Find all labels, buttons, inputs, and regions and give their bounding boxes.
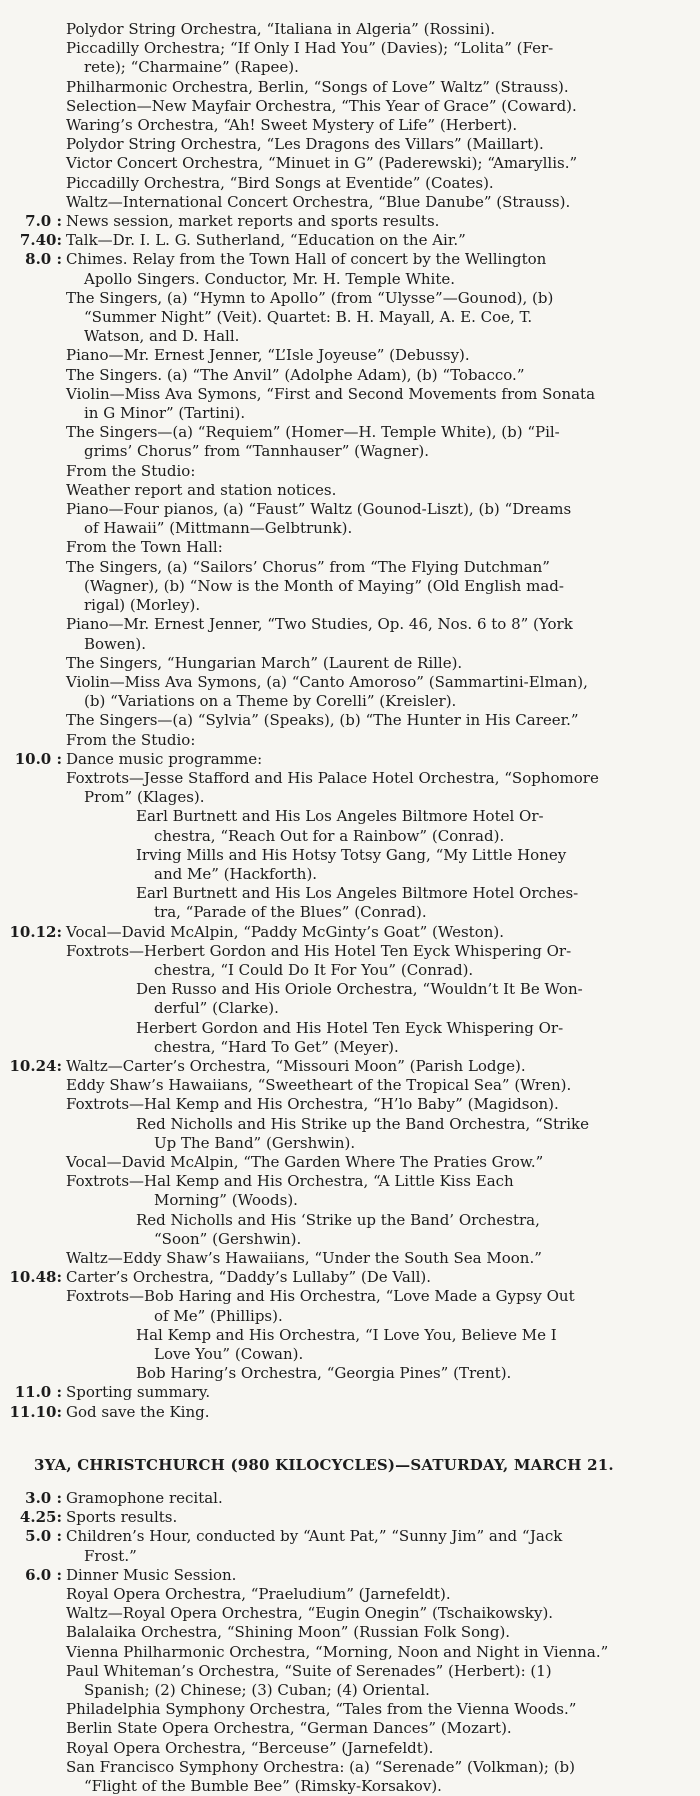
- programme-line: Waltz—Carter’s Orchestra, “Missouri Moon” (Parish Lodge).: [66, 1056, 526, 1075]
- programme-line: Foxtrots—Herbert Gordon and His Hotel Ten Eyck Whispering Or-: [66, 941, 572, 960]
- section1-entry: [0, 231, 682, 250]
- programme-line: Waltz—Royal Opera Orchestra, “Eugin Onegin” (Tschaikowsky).: [66, 1604, 554, 1623]
- programme-line: God save the King.: [66, 1402, 210, 1421]
- section2-entry: [0, 1527, 682, 1565]
- section2-entry: [0, 1508, 682, 1527]
- programme-time: 8.0 :: [25, 250, 62, 269]
- programme-line: Polydor String Orchestra, “Italiana in Algeria” (Rossini).: [66, 20, 496, 38]
- programme-line: The Singers—(a) “Sylvia” (Speaks), (b) “The Hunter in His Career.”: [66, 711, 579, 730]
- programme-items: [66, 1489, 682, 1508]
- programme-line: Polydor String Orchestra, “Les Dragons des Villars” (Maillart).: [66, 135, 544, 154]
- programme-line: Children’s Hour, conducted by “Aunt Pat,” “Sunny Jim” and “Jack: [66, 1527, 563, 1546]
- section1-entry: [0, 1057, 682, 1268]
- programme-time: 6.0 :: [25, 1565, 62, 1584]
- programme-line: Red Nicholls and His ‘Strike up the Band’ Orchestra,: [136, 1210, 540, 1229]
- programme-line: Bowen).: [84, 634, 147, 653]
- programme-line: From the Town Hall:: [66, 538, 223, 557]
- programme-items: [66, 231, 682, 250]
- programme-line: Paul Whiteman’s Orchestra, “Suite of Serenades” (Herbert): (1): [66, 1661, 552, 1680]
- programme-time: 10.0 :: [14, 749, 62, 768]
- programme-line: From the Studio:: [66, 461, 196, 480]
- programme-line: Dance music programme:: [66, 749, 263, 768]
- programme-line: The Singers, (a) “Sailors’ Chorus” from “The Flying Dutchman”: [66, 557, 550, 576]
- section1-entry: [0, 923, 682, 1057]
- section1-entry: [0, 250, 682, 749]
- programme-line: chestra, “Reach Out for a Rainbow” (Conrad).: [154, 826, 505, 845]
- programme-line: Gramophone recital.: [66, 1489, 223, 1508]
- programme-time: 11.0 :: [14, 1383, 62, 1402]
- section1-entry: [0, 20, 682, 212]
- section-3ya: [0, 1489, 682, 1796]
- programme-items: [66, 923, 682, 1057]
- programme-line: Bob Haring’s Orchestra, “Georgia Pines” (Trent).: [136, 1364, 512, 1383]
- programme-line: Foxtrots—Bob Haring and His Orchestra, “Love Made a Gypsy Out: [66, 1287, 575, 1306]
- programme-line: The Singers, “Hungarian March” (Laurent de Rille).: [66, 653, 463, 672]
- programme-line: grims’ Chorus” from “Tannhauser” (Wagner).: [84, 442, 429, 461]
- programme-line: Waltz—Eddy Shaw’s Hawaiians, “Under the South Sea Moon.”: [66, 1249, 542, 1267]
- programme-line: Carter’s Orchestra, “Daddy’s Lullaby” (De Vall).: [66, 1268, 432, 1287]
- programme-line: (Wagner), (b) “Now is the Month of Maying” (Old English mad-: [84, 576, 564, 595]
- programme-line: News session, market reports and sports results.: [66, 212, 440, 231]
- programme-line: Royal Opera Orchestra, “Praeludium” (Jarnefeldt).: [66, 1585, 451, 1604]
- programme-line: Eddy Shaw’s Hawaiians, “Sweetheart of the Tropical Sea” (Wren).: [66, 1076, 572, 1095]
- programme-line: Apollo Singers. Conductor, Mr. H. Temple White.: [84, 269, 455, 288]
- programme-line: Berlin State Opera Orchestra, “German Dances” (Mozart).: [66, 1719, 512, 1738]
- programme-line: Earl Burtnett and His Los Angeles Biltmore Hotel Or-: [136, 807, 544, 826]
- programme-line: Spanish; (2) Chinese; (3) Cuban; (4) Oriental.: [84, 1681, 430, 1700]
- programme-items: [66, 1566, 682, 1796]
- programme-line: Red Nicholls and His Strike up the Band Orchestra, “Strike: [136, 1114, 589, 1133]
- programme-line: of Hawaii” (Mittmann—Gelbtrunk).: [84, 519, 353, 538]
- programme-line: Morning” (Woods).: [154, 1191, 298, 1210]
- programme-time: 10.12:: [9, 922, 62, 941]
- section1-entry: [0, 1268, 682, 1383]
- programme-line: Philharmonic Orchestra, Berlin, “Songs of Love” Waltz” (Strauss).: [66, 77, 569, 96]
- programme-line: Victor Concert Orchestra, “Minuet in G” (Paderewski); “Amaryllis.”: [66, 154, 578, 173]
- programme-time: 5.0 :: [25, 1527, 62, 1546]
- programme-line: San Francisco Symphony Orchestra: (a) “Serenade” (Volkman); (b): [66, 1757, 575, 1776]
- programme-items: [66, 1508, 682, 1527]
- programme-line: tra, “Parade of the Blues” (Conrad).: [154, 903, 427, 922]
- programme-line: Talk—Dr. I. L. G. Sutherland, “Education on the Air.”: [66, 231, 466, 250]
- programme-line: Royal Opera Orchestra, “Berceuse” (Jarnefeldt).: [66, 1738, 434, 1757]
- programme-line: Piano—Mr. Ernest Jenner, “Two Studies, Op. 46, Nos. 6 to 8” (York: [66, 615, 573, 634]
- programme-items: [66, 250, 682, 749]
- programme-line: Vienna Philharmonic Orchestra, “Morning, Noon and Night in Vienna.”: [66, 1642, 609, 1661]
- programme-line: The Singers—(a) “Requiem” (Homer—H. Temple White), (b) “Pil-: [66, 423, 560, 442]
- programme-items: [66, 1527, 682, 1565]
- programme-line: The Singers, (a) “Hymn to Apollo” (from “Ulysse”—Gounod), (b): [66, 288, 554, 307]
- programme-line: Waring’s Orchestra, “Ah! Sweet Mystery of Life” (Herbert).: [66, 116, 518, 135]
- programme-line: Weather report and station notices.: [66, 480, 337, 499]
- programme-line: Up The Band” (Gershwin).: [154, 1133, 356, 1152]
- programme-line: Piccadilly Orchestra, “Bird Songs at Eventide” (Coates).: [66, 173, 494, 192]
- programme-time: 11.10:: [9, 1402, 62, 1421]
- programme-line: Earl Burtnett and His Los Angeles Biltmore Hotel Orches-: [136, 884, 579, 903]
- programme-line: Foxtrots—Hal Kemp and His Orchestra, “A Little Kiss Each: [66, 1172, 514, 1191]
- programme-line: Waltz—International Concert Orchestra, “Blue Danube” (Strauss).: [66, 192, 571, 211]
- programme-line: “Flight of the Bumble Bee” (Rimsky-Korsakov).: [84, 1777, 442, 1796]
- programme-line: derful” (Clarke).: [154, 999, 279, 1018]
- programme-line: Violin—Miss Ava Symons, “First and Second Movements from Sonata: [66, 384, 596, 403]
- programme-line: Hal Kemp and His Orchestra, “I Love You, Believe Me I: [136, 1325, 557, 1344]
- programme-line: Den Russo and His Oriole Orchestra, “Wouldn’t It Be Won-: [136, 980, 583, 999]
- programme-line: Piccadilly Orchestra; “If Only I Had You” (Davies); “Lolita” (Fer-: [66, 39, 554, 58]
- section1-entry: [0, 212, 682, 231]
- programme-line: Vocal—David McAlpin, “Paddy McGinty’s Goat” (Weston).: [66, 922, 505, 941]
- programme-line: Balalaika Orchestra, “Shining Moon” (Russian Folk Song).: [66, 1623, 511, 1642]
- programme-line: Piano—Four pianos, (a) “Faust” Waltz (Gounod-Liszt), (b) “Dreams: [66, 500, 572, 519]
- programme-items: [66, 750, 682, 923]
- section2-entry: [0, 1489, 682, 1508]
- programme-time: 7.0 :: [25, 212, 62, 231]
- programme-line: “Soon” (Gershwin).: [154, 1229, 302, 1248]
- section1-entry: [0, 1383, 682, 1402]
- programme-time: 10.48:: [9, 1268, 62, 1287]
- programme-time: [0, 20, 66, 212]
- programme-line: rigal) (Morley).: [84, 596, 201, 615]
- programme-line: Sporting summary.: [66, 1383, 211, 1402]
- programme-line: From the Studio:: [66, 730, 196, 749]
- programme-line: Violin—Miss Ava Symons, (a) “Canto Amoroso” (Sammartini-Elman),: [66, 672, 588, 691]
- programme-line: Chimes. Relay from the Town Hall of concert by the Wellington: [66, 250, 547, 269]
- programme-line: Prom” (Klages).: [84, 788, 205, 807]
- programme-line: Selection—New Mayfair Orchestra, “This Year of Grace” (Coward).: [66, 96, 577, 115]
- programme-line: Frost.”: [84, 1546, 137, 1565]
- section1-entry: [0, 1403, 682, 1422]
- section-2ya: [0, 20, 682, 1422]
- programme-time: 7.40:: [19, 231, 62, 250]
- programme-line: Irving Mills and His Hotsy Totsy Gang, “My Little Honey: [136, 845, 567, 864]
- programme-line: The Singers. (a) “The Anvil” (Adolphe Adam), (b) “Tobacco.”: [66, 365, 525, 384]
- programme-line: Dinner Music Session.: [66, 1565, 237, 1584]
- programme-line: Piano—Mr. Ernest Jenner, “L’Isle Joyeuse” (Debussy).: [66, 346, 470, 365]
- programme-items: [66, 1403, 682, 1422]
- programme-line: of Me” (Phillips).: [154, 1306, 283, 1325]
- programme-line: Vocal—David McAlpin, “The Garden Where The Praties Grow.”: [66, 1152, 544, 1171]
- programme-line: Watson, and D. Hall.: [84, 327, 240, 346]
- programme-line: chestra, “Hard To Get” (Meyer).: [154, 1037, 399, 1056]
- programme-time: 10.24:: [9, 1056, 62, 1075]
- section1-entry: [0, 750, 682, 923]
- programme-line: (b) “Variations on a Theme by Corelli” (Kreisler).: [84, 692, 457, 711]
- programme-line: rete); “Charmaine” (Rapee).: [84, 58, 299, 77]
- programme-line: Love You” (Cowan).: [154, 1345, 304, 1364]
- programme-time: 3.0 :: [25, 1489, 62, 1508]
- programme-line: Herbert Gordon and His Hotel Ten Eyck Whispering Or-: [136, 1018, 564, 1037]
- programme-line: Sports results.: [66, 1508, 178, 1527]
- programme-line: in G Minor” (Tartini).: [84, 404, 246, 423]
- programme-line: Foxtrots—Hal Kemp and His Orchestra, “H’lo Baby” (Magidson).: [66, 1095, 559, 1114]
- programme-line: chestra, “I Could Do It For You” (Conrad).: [154, 960, 474, 979]
- programme-items: [66, 1383, 682, 1402]
- programme-line: Foxtrots—Jesse Stafford and His Palace Hotel Orchestra, “Sophomore: [66, 768, 599, 787]
- programme-items: [66, 212, 682, 231]
- programme-items: [66, 20, 682, 212]
- station-heading: 3YA, CHRISTCHURCH (980 KILOCYCLES)—SATURDAY, MARCH 21.: [34, 1455, 614, 1474]
- programme-line: Philadelphia Symphony Orchestra, “Tales from the Vienna Woods.”: [66, 1700, 577, 1719]
- programme-items: [66, 1057, 682, 1268]
- programme-items: [66, 1268, 682, 1383]
- programme-line: “Summer Night” (Veit). Quartet: B. H. Mayall, A. E. Coe, T.: [84, 308, 533, 327]
- programme-time: 4.25:: [19, 1508, 62, 1527]
- section2-entry: [0, 1566, 682, 1796]
- programme-line: and Me” (Hackforth).: [154, 864, 318, 883]
